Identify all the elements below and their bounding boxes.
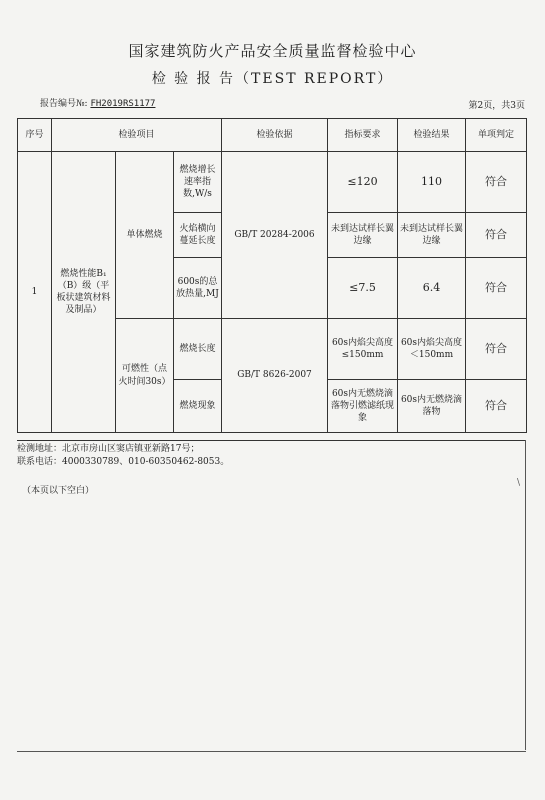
verdict-cell: 符合: [466, 152, 527, 213]
requirement-cell: ≤7.5: [328, 258, 398, 319]
frame-right-border: [525, 440, 526, 750]
results-table: [17, 118, 527, 433]
result-cell: 6.4: [398, 258, 466, 319]
verdict-cell: 符合: [466, 380, 527, 433]
result-cell: 60s内无燃烧滴落物: [398, 380, 466, 433]
verdict-cell: 符合: [466, 213, 527, 258]
footer-info: [17, 440, 526, 469]
requirement-cell: 未到达试样长翼边缘: [328, 213, 398, 258]
report-number-label: 报告编号№:: [40, 99, 88, 109]
col-header-item: 检验项目: [52, 119, 222, 152]
contact-phone: 联系电话：4000330789、010-60350462-8053。: [17, 457, 230, 467]
item-cell: 燃烧长度: [174, 319, 222, 380]
table-header-row: [18, 119, 527, 152]
group-flammability: 可燃性（点火时间30s）: [116, 319, 174, 433]
col-header-seq: 序号: [18, 119, 52, 152]
category-cell: 燃烧性能B₁（B）级（平板状建筑材料及制品）: [52, 152, 116, 433]
item-cell: 火焰横向蔓延长度: [174, 213, 222, 258]
item-cell: 600s的总放热量,MJ: [174, 258, 222, 319]
report-number: [40, 96, 155, 109]
table-row: [18, 152, 527, 213]
standard-cell: GB/T 8626-2007: [222, 319, 328, 433]
frame-bottom-border: [17, 751, 526, 752]
item-cell: 燃烧增长速率指数,W/s: [174, 152, 222, 213]
requirement-cell: 60s内无燃烧滴落物引燃滤纸现象: [328, 380, 398, 433]
verdict-cell: 符合: [466, 319, 527, 380]
report-title: 检 验 报 告（TEST REPORT）: [151, 71, 394, 87]
item-cell: 燃烧现象: [174, 380, 222, 433]
report-number-value: FH2019RS1177: [90, 99, 156, 109]
requirement-cell: 60s内焰尖高度≤150mm: [328, 319, 398, 380]
blank-note: （本页以下空白）: [22, 486, 95, 496]
test-address: 检测地址：北京市房山区窦店镇亚新路17号；: [17, 444, 200, 454]
result-cell: 未到达试样长翼边缘: [398, 213, 466, 258]
col-header-requirement: 指标要求: [328, 119, 398, 152]
page-indicator: 第2页，共3页: [468, 101, 525, 111]
org-title: 国家建筑防火产品安全质量监督检验中心: [128, 42, 417, 60]
cancel-slash-mark: \: [517, 478, 521, 488]
verdict-cell: 符合: [466, 258, 527, 319]
requirement-cell: ≤120: [328, 152, 398, 213]
group-single-burning: 单体燃烧: [116, 152, 174, 319]
standard-cell: GB/T 20284-2006: [222, 152, 328, 319]
col-header-verdict: 单项判定: [466, 119, 527, 152]
result-cell: 60s内焰尖高度＜150mm: [398, 319, 466, 380]
col-header-result: 检验结果: [398, 119, 466, 152]
seq-cell: 1: [18, 152, 52, 433]
col-header-standard: 检验依据: [222, 119, 328, 152]
result-cell: 110: [398, 152, 466, 213]
